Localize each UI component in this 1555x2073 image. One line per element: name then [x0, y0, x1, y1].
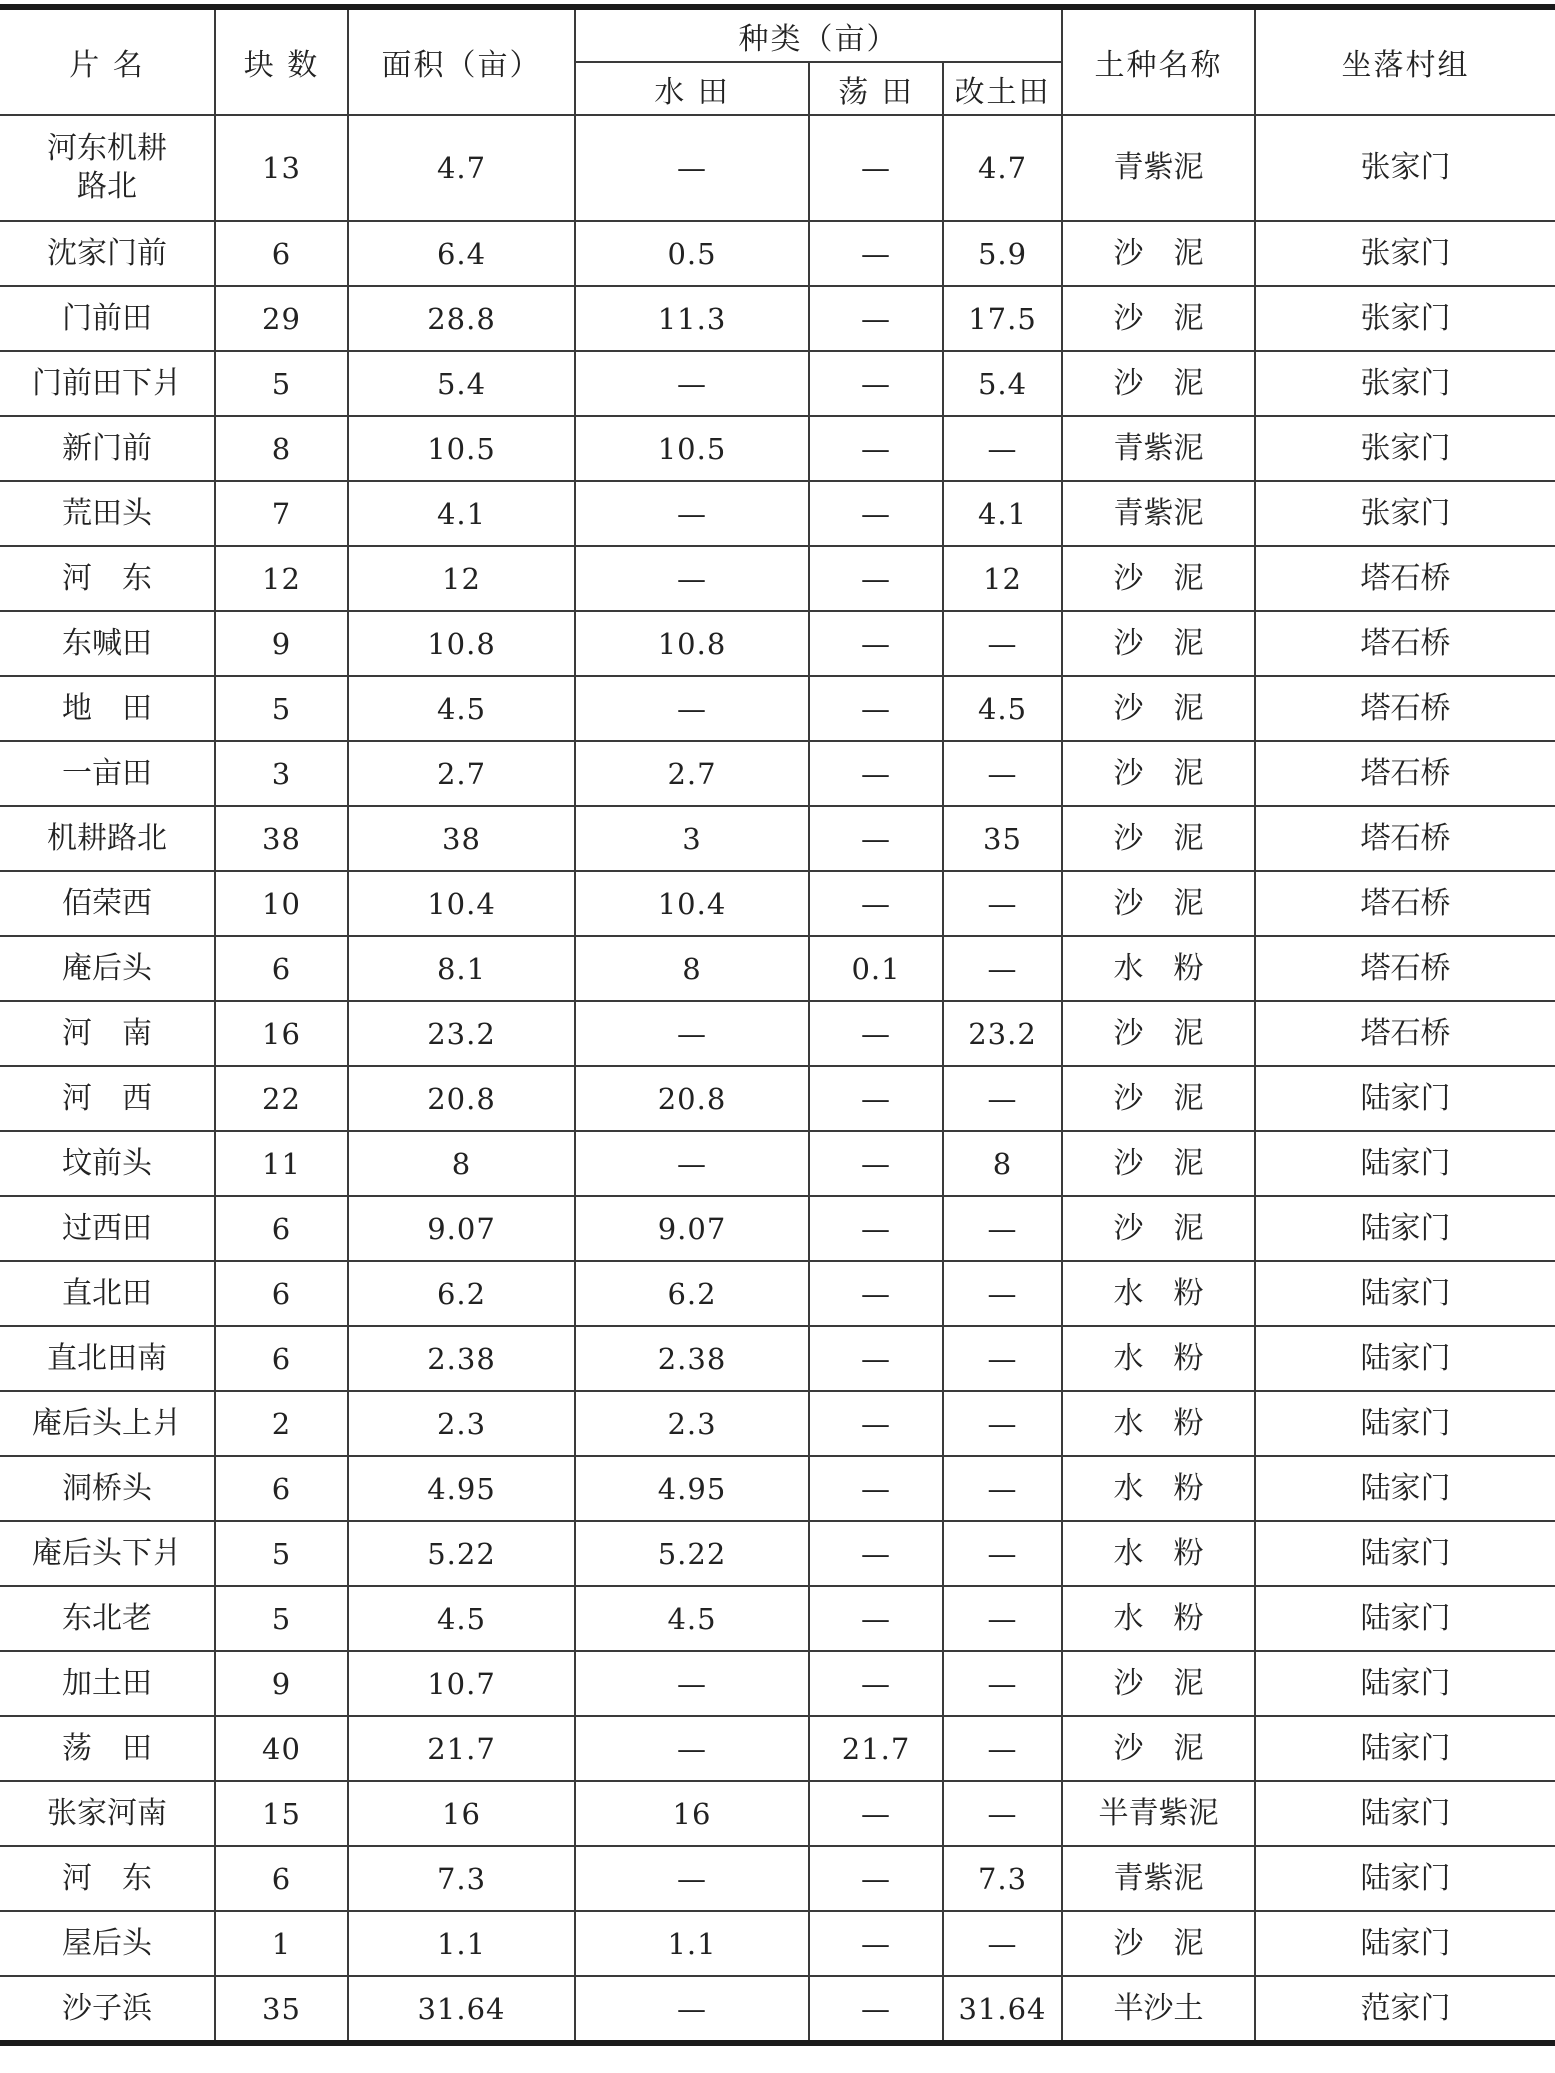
- cell-pond: —: [809, 546, 943, 611]
- table-row: [0, 1066, 1555, 1131]
- table-row: [0, 1261, 1555, 1326]
- cell-name: 过西田: [0, 1196, 215, 1261]
- cell-village: 塔石桥: [1255, 546, 1555, 611]
- table-row: [0, 1131, 1555, 1196]
- cell-reclaimed: —: [943, 1261, 1062, 1326]
- cell-blocks: 9: [215, 611, 348, 676]
- cell-name: 荒田头: [0, 481, 215, 546]
- cell-pond: —: [809, 741, 943, 806]
- cell-village: 陆家门: [1255, 1781, 1555, 1846]
- cell-name: 加土田: [0, 1651, 215, 1716]
- cell-area: 31.64: [348, 1976, 575, 2043]
- cell-reclaimed: —: [943, 1586, 1062, 1651]
- cell-reclaimed: 5.4: [943, 351, 1062, 416]
- table-row: [0, 741, 1555, 806]
- cell-pond: —: [809, 351, 943, 416]
- cell-name: 直北田南: [0, 1326, 215, 1391]
- table-body: [0, 115, 1555, 2043]
- cell-soil: 沙 泥: [1062, 1066, 1255, 1131]
- cell-area: 4.5: [348, 1586, 575, 1651]
- cell-paddy: —: [575, 546, 809, 611]
- cell-name: 一亩田: [0, 741, 215, 806]
- cell-village: 塔石桥: [1255, 741, 1555, 806]
- cell-area: 6.4: [348, 221, 575, 286]
- cell-village: 陆家门: [1255, 1456, 1555, 1521]
- table-row: [0, 1846, 1555, 1911]
- cell-reclaimed: —: [943, 741, 1062, 806]
- cell-blocks: 6: [215, 1261, 348, 1326]
- cell-area: 10.4: [348, 871, 575, 936]
- table-row: [0, 221, 1555, 286]
- table-row: [0, 416, 1555, 481]
- cell-pond: —: [809, 1196, 943, 1261]
- cell-blocks: 6: [215, 1846, 348, 1911]
- cell-name: 佰荣西: [0, 871, 215, 936]
- cell-name: 庵后头下爿: [0, 1521, 215, 1586]
- cell-area: 4.1: [348, 481, 575, 546]
- cell-blocks: 5: [215, 676, 348, 741]
- header-name: 片 名: [0, 7, 215, 115]
- table-row: [0, 806, 1555, 871]
- cell-blocks: 6: [215, 936, 348, 1001]
- cell-blocks: 10: [215, 871, 348, 936]
- cell-paddy: 3: [575, 806, 809, 871]
- cell-village: 陆家门: [1255, 1196, 1555, 1261]
- cell-paddy: 16: [575, 1781, 809, 1846]
- cell-name: 荡 田: [0, 1716, 215, 1781]
- cell-pond: —: [809, 1131, 943, 1196]
- cell-blocks: 13: [215, 115, 348, 221]
- cell-pond: —: [809, 1326, 943, 1391]
- cell-name: 河 东: [0, 546, 215, 611]
- cell-area: 1.1: [348, 1911, 575, 1976]
- cell-blocks: 29: [215, 286, 348, 351]
- land-parcel-table: [0, 4, 1555, 2046]
- cell-blocks: 5: [215, 1521, 348, 1586]
- cell-paddy: —: [575, 676, 809, 741]
- table-row: [0, 611, 1555, 676]
- cell-pond: —: [809, 611, 943, 676]
- table-row: [0, 1976, 1555, 2043]
- cell-reclaimed: —: [943, 416, 1062, 481]
- table-row: [0, 481, 1555, 546]
- cell-reclaimed: —: [943, 1196, 1062, 1261]
- cell-soil: 沙 泥: [1062, 741, 1255, 806]
- cell-name: 东喊田: [0, 611, 215, 676]
- cell-blocks: 2: [215, 1391, 348, 1456]
- table-row: [0, 546, 1555, 611]
- cell-soil: 青紫泥: [1062, 115, 1255, 221]
- cell-blocks: 12: [215, 546, 348, 611]
- table-row: [0, 115, 1555, 221]
- cell-paddy: 5.22: [575, 1521, 809, 1586]
- cell-soil: 青紫泥: [1062, 416, 1255, 481]
- header-kinds: 种类（亩）: [575, 7, 1062, 62]
- cell-paddy: —: [575, 1976, 809, 2043]
- cell-pond: —: [809, 871, 943, 936]
- cell-village: 陆家门: [1255, 1326, 1555, 1391]
- cell-area: 5.4: [348, 351, 575, 416]
- cell-paddy: 10.4: [575, 871, 809, 936]
- cell-blocks: 6: [215, 1456, 348, 1521]
- cell-paddy: —: [575, 1846, 809, 1911]
- cell-area: 10.8: [348, 611, 575, 676]
- cell-village: 陆家门: [1255, 1651, 1555, 1716]
- table-row: [0, 676, 1555, 741]
- cell-village: 范家门: [1255, 1976, 1555, 2043]
- cell-soil: 沙 泥: [1062, 351, 1255, 416]
- cell-pond: —: [809, 416, 943, 481]
- cell-area: 10.5: [348, 416, 575, 481]
- cell-area: 16: [348, 1781, 575, 1846]
- table-row: [0, 1586, 1555, 1651]
- cell-blocks: 38: [215, 806, 348, 871]
- table-row: [0, 1651, 1555, 1716]
- cell-soil: 水 粉: [1062, 1326, 1255, 1391]
- cell-name: 沙子浜: [0, 1976, 215, 2043]
- cell-soil: 沙 泥: [1062, 546, 1255, 611]
- cell-reclaimed: —: [943, 1066, 1062, 1131]
- cell-paddy: —: [575, 351, 809, 416]
- cell-village: 塔石桥: [1255, 611, 1555, 676]
- cell-village: 陆家门: [1255, 1066, 1555, 1131]
- cell-soil: 水 粉: [1062, 1456, 1255, 1521]
- cell-village: 张家门: [1255, 416, 1555, 481]
- cell-name: 机耕路北: [0, 806, 215, 871]
- cell-village: 陆家门: [1255, 1261, 1555, 1326]
- cell-soil: 沙 泥: [1062, 221, 1255, 286]
- cell-reclaimed: —: [943, 611, 1062, 676]
- cell-paddy: 4.95: [575, 1456, 809, 1521]
- cell-blocks: 8: [215, 416, 348, 481]
- cell-name: 庵后头上爿: [0, 1391, 215, 1456]
- cell-village: 陆家门: [1255, 1716, 1555, 1781]
- cell-village: 陆家门: [1255, 1846, 1555, 1911]
- table-row: [0, 1456, 1555, 1521]
- cell-soil: 半沙土: [1062, 1976, 1255, 2043]
- cell-pond: —: [809, 1391, 943, 1456]
- cell-area: 21.7: [348, 1716, 575, 1781]
- cell-name: 新门前: [0, 416, 215, 481]
- cell-village: 塔石桥: [1255, 936, 1555, 1001]
- cell-paddy: 0.5: [575, 221, 809, 286]
- cell-village: 张家门: [1255, 286, 1555, 351]
- cell-pond: —: [809, 1976, 943, 2043]
- cell-soil: 水 粉: [1062, 1521, 1255, 1586]
- cell-pond: —: [809, 1911, 943, 1976]
- cell-soil: 水 粉: [1062, 1261, 1255, 1326]
- cell-blocks: 5: [215, 1586, 348, 1651]
- cell-area: 6.2: [348, 1261, 575, 1326]
- header-village: 坐落村组: [1255, 7, 1555, 115]
- cell-name: 河 东: [0, 1846, 215, 1911]
- cell-soil: 青紫泥: [1062, 481, 1255, 546]
- cell-soil: 沙 泥: [1062, 806, 1255, 871]
- cell-blocks: 15: [215, 1781, 348, 1846]
- cell-pond: 0.1: [809, 936, 943, 1001]
- cell-pond: —: [809, 1001, 943, 1066]
- cell-paddy: 2.3: [575, 1391, 809, 1456]
- table-row: [0, 936, 1555, 1001]
- cell-reclaimed: 5.9: [943, 221, 1062, 286]
- cell-blocks: 6: [215, 1326, 348, 1391]
- cell-name: 河 西: [0, 1066, 215, 1131]
- table-row: [0, 1911, 1555, 1976]
- cell-blocks: 11: [215, 1131, 348, 1196]
- cell-reclaimed: 12: [943, 546, 1062, 611]
- cell-soil: 沙 泥: [1062, 871, 1255, 936]
- cell-name: 洞桥头: [0, 1456, 215, 1521]
- cell-soil: 沙 泥: [1062, 676, 1255, 741]
- cell-paddy: 4.5: [575, 1586, 809, 1651]
- cell-area: 4.5: [348, 676, 575, 741]
- cell-pond: 21.7: [809, 1716, 943, 1781]
- cell-blocks: 6: [215, 221, 348, 286]
- cell-village: 塔石桥: [1255, 1001, 1555, 1066]
- cell-name: 河东机耕路北: [0, 115, 215, 221]
- cell-blocks: 22: [215, 1066, 348, 1131]
- table-row: [0, 286, 1555, 351]
- cell-village: 陆家门: [1255, 1911, 1555, 1976]
- cell-soil: 沙 泥: [1062, 611, 1255, 676]
- cell-paddy: 10.8: [575, 611, 809, 676]
- cell-area: 8.1: [348, 936, 575, 1001]
- cell-paddy: —: [575, 1716, 809, 1781]
- cell-area: 20.8: [348, 1066, 575, 1131]
- cell-pond: —: [809, 1456, 943, 1521]
- table-row: [0, 1781, 1555, 1846]
- cell-pond: —: [809, 1521, 943, 1586]
- table-row: [0, 1196, 1555, 1261]
- cell-reclaimed: —: [943, 1326, 1062, 1391]
- cell-soil: 沙 泥: [1062, 1196, 1255, 1261]
- cell-reclaimed: —: [943, 1391, 1062, 1456]
- cell-reclaimed: 31.64: [943, 1976, 1062, 2043]
- cell-village: 张家门: [1255, 115, 1555, 221]
- cell-pond: —: [809, 1781, 943, 1846]
- cell-reclaimed: 7.3: [943, 1846, 1062, 1911]
- cell-paddy: —: [575, 1001, 809, 1066]
- cell-blocks: 16: [215, 1001, 348, 1066]
- cell-soil: 水 粉: [1062, 1391, 1255, 1456]
- cell-soil: 沙 泥: [1062, 1716, 1255, 1781]
- header-area: 面积（亩）: [348, 7, 575, 115]
- cell-pond: —: [809, 1066, 943, 1131]
- cell-village: 陆家门: [1255, 1586, 1555, 1651]
- cell-village: 塔石桥: [1255, 871, 1555, 936]
- cell-soil: 半青紫泥: [1062, 1781, 1255, 1846]
- cell-paddy: —: [575, 115, 809, 221]
- cell-area: 4.95: [348, 1456, 575, 1521]
- cell-name: 沈家门前: [0, 221, 215, 286]
- header-row: [0, 7, 1555, 62]
- cell-reclaimed: —: [943, 1911, 1062, 1976]
- cell-soil: 沙 泥: [1062, 286, 1255, 351]
- table-row: [0, 1716, 1555, 1781]
- cell-name: 东北老: [0, 1586, 215, 1651]
- cell-reclaimed: —: [943, 1651, 1062, 1716]
- cell-reclaimed: —: [943, 1521, 1062, 1586]
- header-soil: 土种名称: [1062, 7, 1255, 115]
- cell-reclaimed: —: [943, 1781, 1062, 1846]
- cell-area: 9.07: [348, 1196, 575, 1261]
- cell-name: 直北田: [0, 1261, 215, 1326]
- cell-village: 塔石桥: [1255, 676, 1555, 741]
- cell-reclaimed: —: [943, 1716, 1062, 1781]
- cell-reclaimed: 8: [943, 1131, 1062, 1196]
- cell-blocks: 3: [215, 741, 348, 806]
- header-reclaimed: 改土田: [943, 62, 1062, 115]
- cell-village: 塔石桥: [1255, 806, 1555, 871]
- cell-reclaimed: 35: [943, 806, 1062, 871]
- cell-pond: —: [809, 286, 943, 351]
- cell-paddy: 8: [575, 936, 809, 1001]
- cell-pond: —: [809, 481, 943, 546]
- cell-name: 门前田: [0, 286, 215, 351]
- cell-paddy: 1.1: [575, 1911, 809, 1976]
- cell-blocks: 9: [215, 1651, 348, 1716]
- header-blocks: 块 数: [215, 7, 348, 115]
- cell-name: 河 南: [0, 1001, 215, 1066]
- cell-name: 门前田下爿: [0, 351, 215, 416]
- cell-paddy: 9.07: [575, 1196, 809, 1261]
- cell-blocks: 40: [215, 1716, 348, 1781]
- cell-pond: —: [809, 806, 943, 871]
- cell-paddy: —: [575, 481, 809, 546]
- cell-pond: —: [809, 1586, 943, 1651]
- cell-reclaimed: —: [943, 871, 1062, 936]
- cell-area: 23.2: [348, 1001, 575, 1066]
- cell-soil: 沙 泥: [1062, 1911, 1255, 1976]
- cell-pond: —: [809, 221, 943, 286]
- cell-paddy: 2.7: [575, 741, 809, 806]
- cell-name: 坟前头: [0, 1131, 215, 1196]
- cell-soil: 水 粉: [1062, 936, 1255, 1001]
- cell-soil: 沙 泥: [1062, 1001, 1255, 1066]
- cell-paddy: 11.3: [575, 286, 809, 351]
- cell-soil: 沙 泥: [1062, 1651, 1255, 1716]
- cell-soil: 青紫泥: [1062, 1846, 1255, 1911]
- table-row: [0, 1326, 1555, 1391]
- cell-village: 张家门: [1255, 221, 1555, 286]
- cell-area: 7.3: [348, 1846, 575, 1911]
- cell-paddy: 10.5: [575, 416, 809, 481]
- cell-reclaimed: 23.2: [943, 1001, 1062, 1066]
- cell-pond: —: [809, 676, 943, 741]
- cell-reclaimed: —: [943, 1456, 1062, 1521]
- cell-pond: —: [809, 115, 943, 221]
- cell-blocks: 5: [215, 351, 348, 416]
- cell-village: 陆家门: [1255, 1521, 1555, 1586]
- header-paddy: 水 田: [575, 62, 809, 115]
- cell-pond: —: [809, 1261, 943, 1326]
- cell-reclaimed: 4.5: [943, 676, 1062, 741]
- cell-village: 陆家门: [1255, 1131, 1555, 1196]
- table-row: [0, 351, 1555, 416]
- cell-pond: —: [809, 1651, 943, 1716]
- table-row: [0, 1391, 1555, 1456]
- cell-blocks: 7: [215, 481, 348, 546]
- table-row: [0, 1521, 1555, 1586]
- cell-name: 地 田: [0, 676, 215, 741]
- cell-reclaimed: 4.7: [943, 115, 1062, 221]
- cell-blocks: 35: [215, 1976, 348, 2043]
- cell-area: 38: [348, 806, 575, 871]
- cell-area: 28.8: [348, 286, 575, 351]
- cell-blocks: 6: [215, 1196, 348, 1261]
- cell-reclaimed: 4.1: [943, 481, 1062, 546]
- cell-area: 8: [348, 1131, 575, 1196]
- cell-area: 12: [348, 546, 575, 611]
- cell-name: 屋后头: [0, 1911, 215, 1976]
- cell-village: 陆家门: [1255, 1391, 1555, 1456]
- cell-area: 2.3: [348, 1391, 575, 1456]
- cell-area: 10.7: [348, 1651, 575, 1716]
- cell-name: 庵后头: [0, 936, 215, 1001]
- cell-pond: —: [809, 1846, 943, 1911]
- cell-area: 2.7: [348, 741, 575, 806]
- cell-name: 张家河南: [0, 1781, 215, 1846]
- cell-paddy: —: [575, 1651, 809, 1716]
- cell-area: 2.38: [348, 1326, 575, 1391]
- cell-reclaimed: 17.5: [943, 286, 1062, 351]
- cell-paddy: —: [575, 1131, 809, 1196]
- cell-area: 5.22: [348, 1521, 575, 1586]
- cell-village: 张家门: [1255, 481, 1555, 546]
- cell-soil: 沙 泥: [1062, 1131, 1255, 1196]
- cell-area: 4.7: [348, 115, 575, 221]
- cell-village: 张家门: [1255, 351, 1555, 416]
- cell-soil: 水 粉: [1062, 1586, 1255, 1651]
- cell-paddy: 6.2: [575, 1261, 809, 1326]
- cell-paddy: 20.8: [575, 1066, 809, 1131]
- table-row: [0, 871, 1555, 936]
- table-row: [0, 1001, 1555, 1066]
- cell-reclaimed: —: [943, 936, 1062, 1001]
- header-pond: 荡 田: [809, 62, 943, 115]
- cell-blocks: 1: [215, 1911, 348, 1976]
- cell-paddy: 2.38: [575, 1326, 809, 1391]
